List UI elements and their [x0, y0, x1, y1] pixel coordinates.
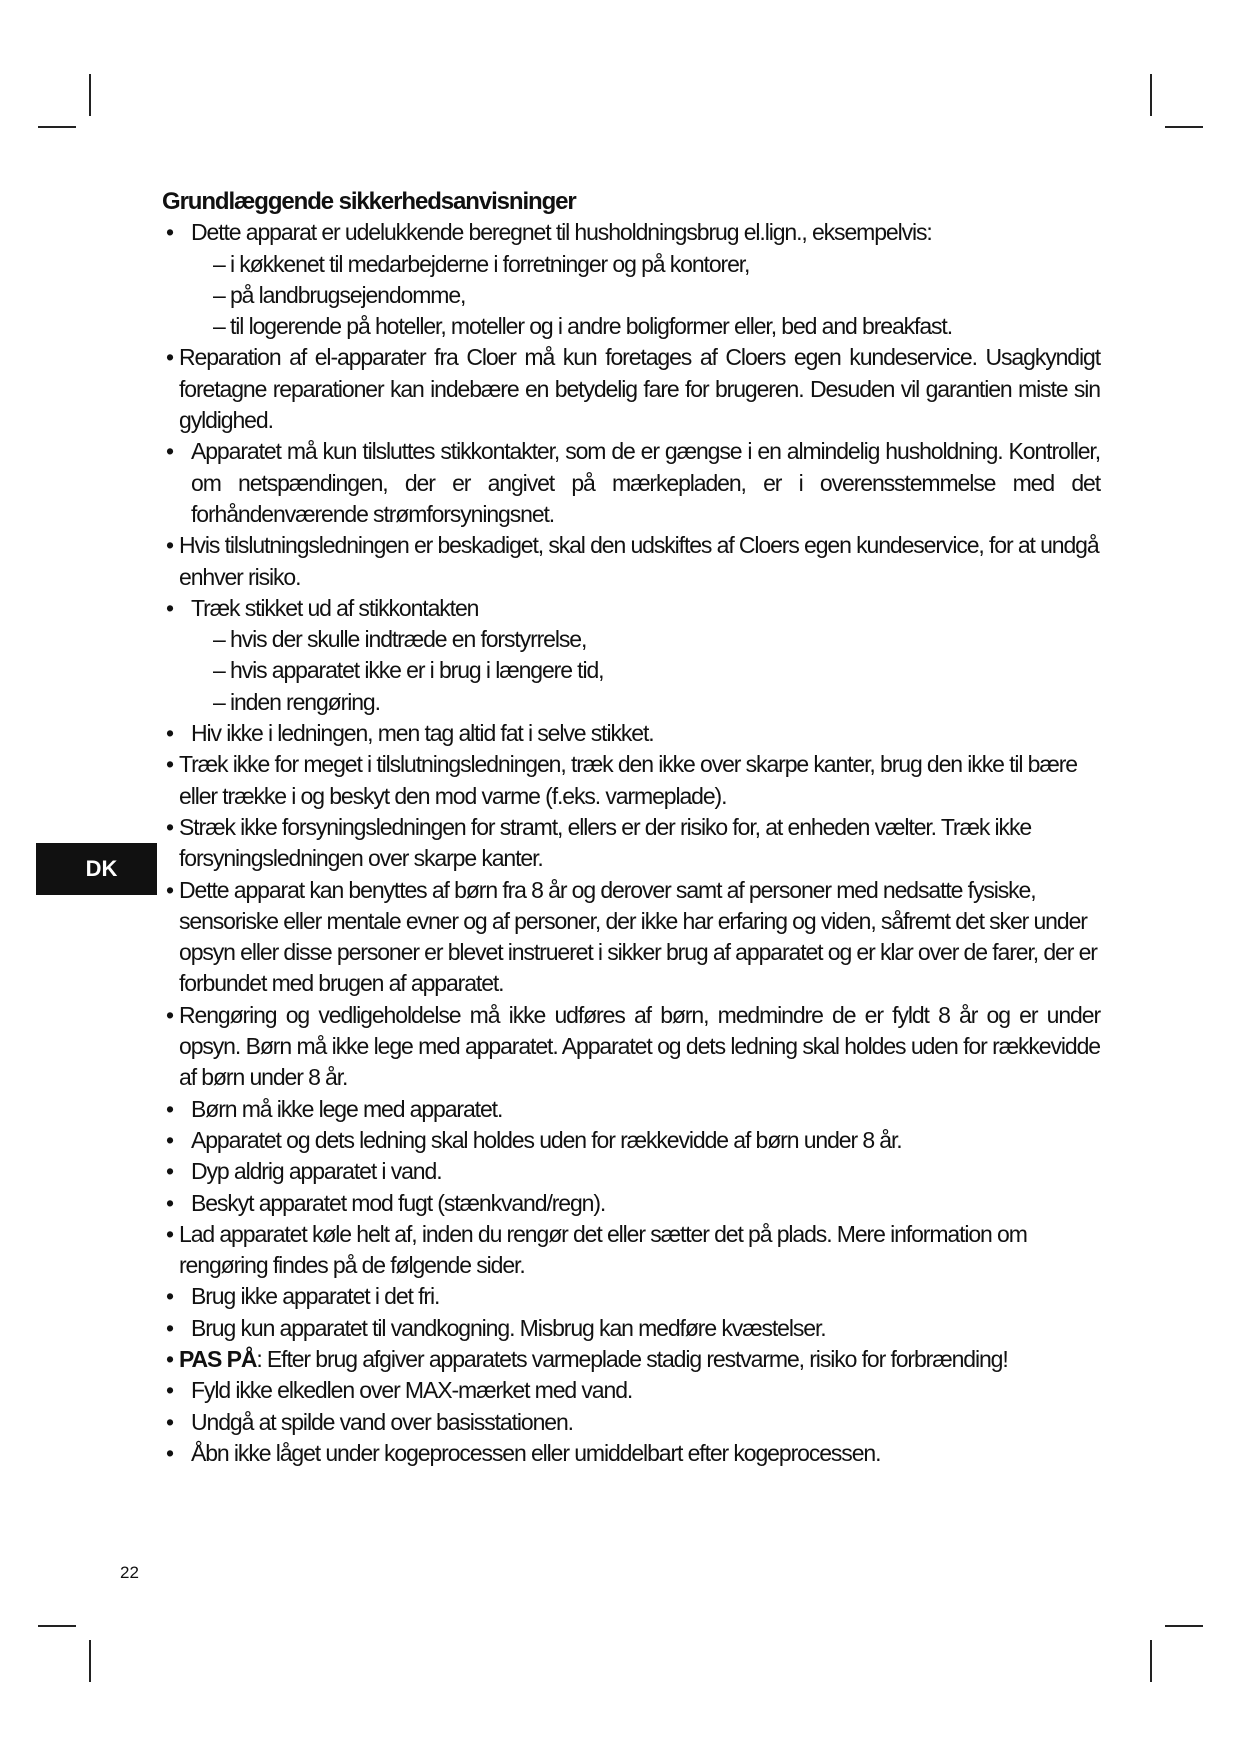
list-item: • Dette apparat kan benyttes af børn fra 8 år og derover samt af personer med nedsatte fysiske, sensoriske eller mentale evner og af personer, der ikke har erfaring og viden, såfremt det sker under opsyn eller disse personer er blevet instrueret i sikker brug af apparatet og er klar over de farer, der er forbundet med brugen af apparatet.	[162, 875, 1100, 1000]
crop-mark	[1165, 1625, 1203, 1627]
crop-mark	[89, 1640, 91, 1682]
list-item: • Undgå at spilde vand over basisstationen.	[162, 1407, 1100, 1438]
sub-item: – på landbrugsejendomme,	[213, 281, 466, 308]
list-item: • Brug ikke apparatet i det fri.	[162, 1281, 1100, 1312]
language-tab-label: DK	[85, 856, 118, 881]
list-item: • Apparatet og dets ledning skal holdes uden for rækkevidde af børn under 8 år.	[162, 1125, 1100, 1156]
page-number: 22	[120, 1563, 139, 1582]
list-item: • PAS PÅ: Efter brug afgiver apparatets varmeplade stadig restvarme, risiko for forbrænding!	[162, 1344, 1100, 1375]
language-tab	[36, 843, 157, 895]
safety-instructions	[162, 186, 1100, 1469]
list-item: • Lad apparatet køle helt af, inden du rengør det eller sætter det på plads. Mere information om rengøring findes på de følgende sider.	[162, 1219, 1100, 1282]
crop-mark	[1150, 74, 1152, 116]
list-item: • Hiv ikke i ledningen, men tag altid fat i selve stikket.	[162, 718, 1100, 749]
list-item: • Åbn ikke låget under kogeprocessen eller umiddelbart efter kogeprocessen.	[162, 1438, 1100, 1469]
list-item: • Børn må ikke lege med apparatet.	[162, 1094, 1100, 1125]
crop-mark	[1165, 126, 1203, 128]
list-item: • Hvis tilslutningsledningen er beskadiget, skal den udskiftes af Cloers egen kundeservice, for at undgå enhver risiko.	[162, 530, 1100, 593]
list-item: • Træk ikke for meget i tilslutningsledningen, træk den ikke over skarpe kanter, brug den ikke til bære eller trække i og beskyt den mod varme (f.eks. varmeplade).	[162, 749, 1100, 812]
crop-mark	[89, 74, 91, 116]
sub-list	[191, 249, 1100, 343]
sub-item: – inden rengøring.	[213, 688, 380, 715]
sub-item: – hvis apparatet ikke er i brug i længere tid,	[213, 657, 604, 684]
section-heading: Grundlæggende sikkerhedsanvisninger	[162, 188, 576, 215]
sub-item: – til logerende på hoteller, moteller og i andre boligformer eller, bed and breakfast.	[213, 313, 953, 340]
sub-item: – i køkkenet til medarbejderne i forretninger og på kontorer,	[213, 250, 750, 277]
list-item: • Stræk ikke forsyningsledningen for stramt, ellers er der risiko for, at enheden vælter. Træk ikke forsyningsledningen over skarpe kanter.	[162, 812, 1100, 875]
list-item: • Dyp aldrig apparatet i vand.	[162, 1156, 1100, 1187]
warning-label: PAS PÅ	[179, 1345, 257, 1372]
crop-mark	[1150, 1640, 1152, 1682]
crop-mark	[38, 1625, 76, 1627]
list-item: • Reparation af el-apparater fra Cloer må kun foretages af Cloers egen kundeservice. Usagkyndigt foretagne reparationer kan indebære en betydelig fare for brugeren. Desuden vil garantien miste sin gyldighed.	[162, 342, 1100, 436]
list-item: • Træk stikket ud af stikkontakten – hvis der skulle indtræde en forstyrrelse, – hvis apparatet ikke er i brug i længere tid, – inden rengøring.	[162, 593, 1100, 718]
crop-mark	[38, 126, 76, 128]
instruction-list	[162, 217, 1100, 1469]
list-item: • Brug kun apparatet til vandkogning. Misbrug kan medføre kvæstelser.	[162, 1313, 1100, 1344]
sub-list	[191, 624, 1100, 718]
list-item: • Rengøring og vedligeholdelse må ikke udføres af børn, medmindre de er fyldt 8 år og er under opsyn. Børn må ikke lege med apparatet. Apparatet og dets ledning skal holdes uden for rækkevidde af børn under 8 år.	[162, 1000, 1100, 1094]
sub-item: – hvis der skulle indtræde en forstyrrelse,	[213, 626, 587, 653]
list-item: • Dette apparat er udelukkende beregnet til husholdningsbrug el.lign., eksempelvis: – i køkkenet til medarbejderne i forretninger og på kontorer, – på landbrugsejendomme, – til logerende på hoteller, moteller og i andre boligformer eller, bed and breakfast.	[162, 217, 1100, 342]
list-item: • Apparatet må kun tilsluttes stikkontakter, som de er gængse i en almindelig husholdning. Kontroller, om netspændingen, der er angivet på mærkepladen, er i overensstemmelse med det forhåndenværende strømforsyningsnet.	[162, 436, 1100, 530]
list-item: • Fyld ikke elkedlen over MAX-mærket med vand.	[162, 1375, 1100, 1406]
list-item: • Beskyt apparatet mod fugt (stænkvand/regn).	[162, 1188, 1100, 1219]
